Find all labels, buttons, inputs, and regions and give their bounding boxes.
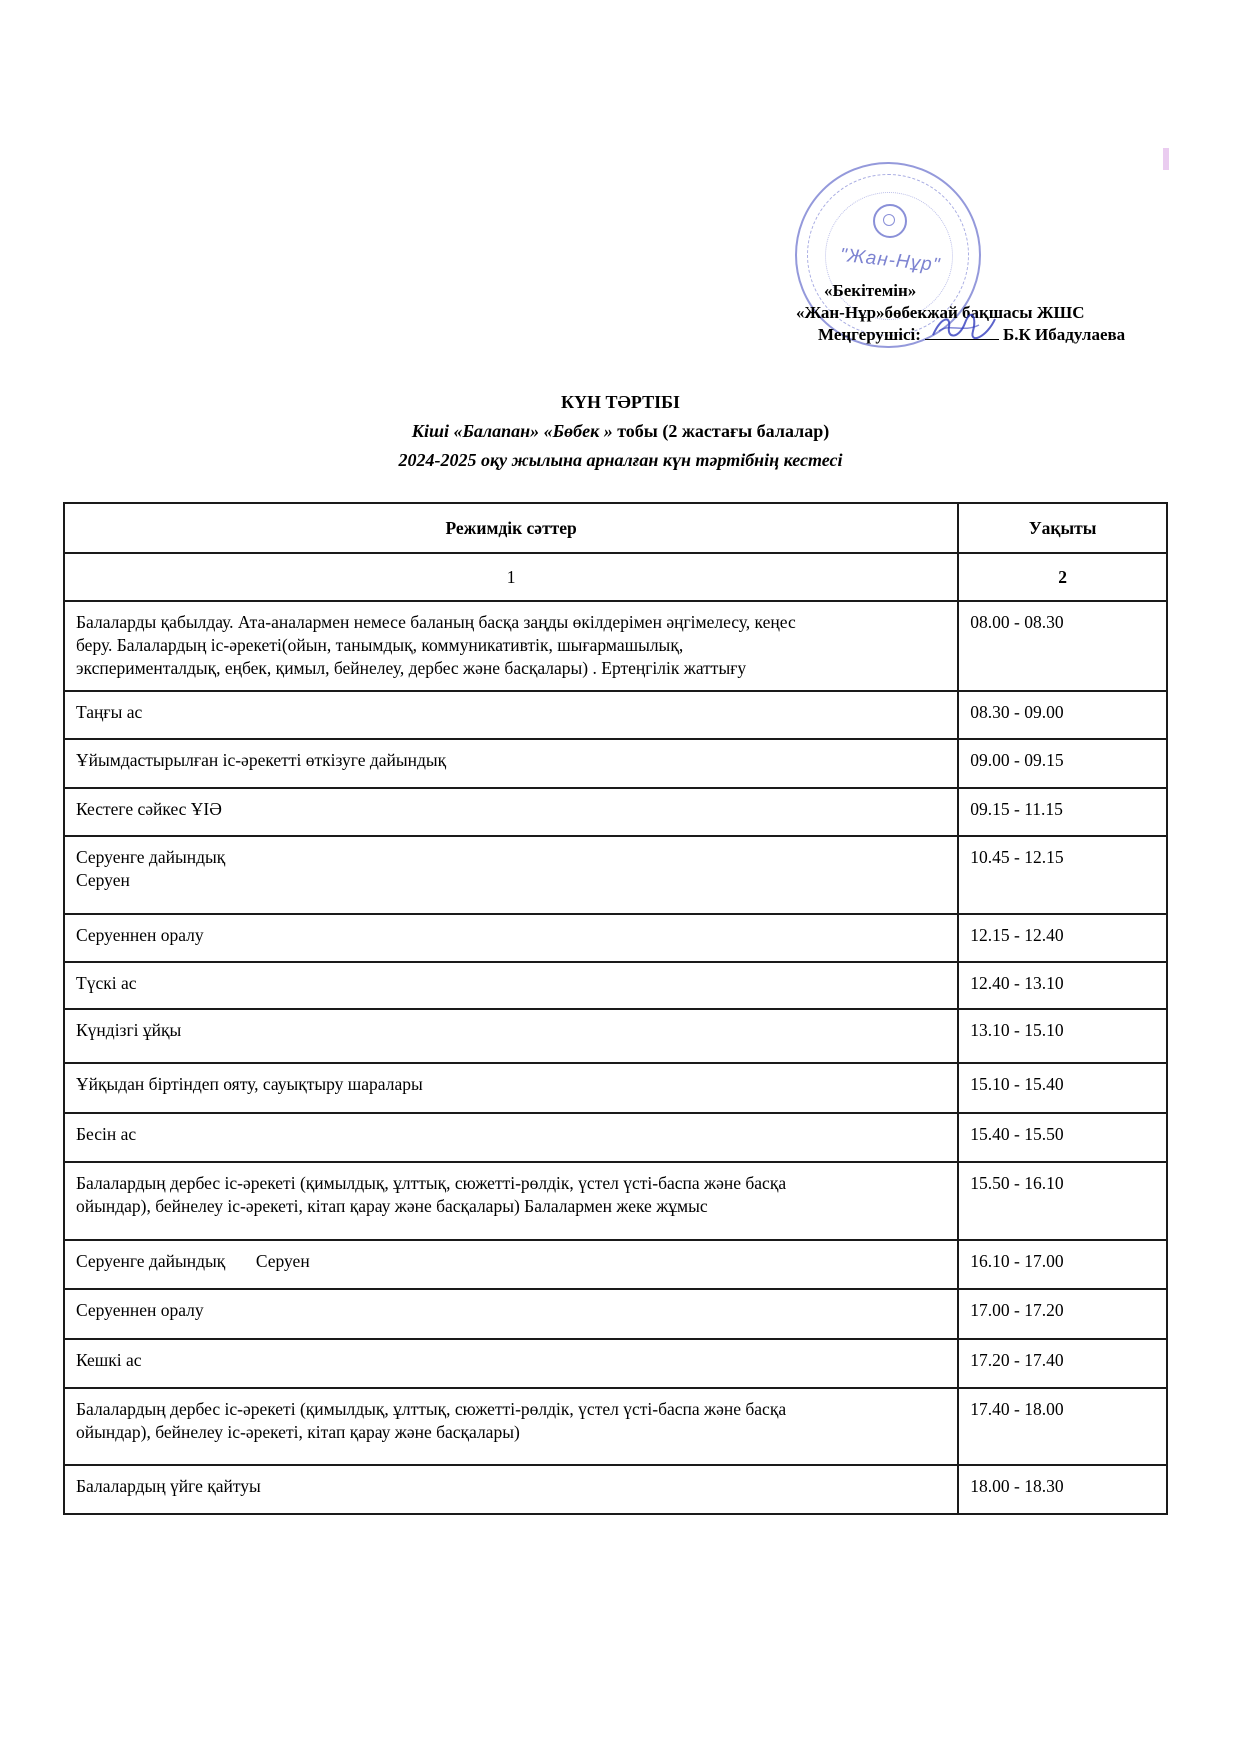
group-age: тобы (2 жастағы балалар)	[612, 421, 830, 441]
time-cell: 08.30 - 09.00	[958, 691, 1167, 739]
scan-mark	[1163, 148, 1169, 170]
activity-text: Серуен	[76, 870, 130, 890]
table-row	[64, 1009, 1167, 1063]
activity-cell	[64, 836, 958, 914]
time-cell: 09.15 - 11.15	[958, 788, 1167, 836]
activity-cell: Ұйымдастырылған іс-әрекетті өткізуге дайындық	[64, 739, 958, 788]
table-row	[64, 1113, 1167, 1162]
activity-cell	[64, 601, 958, 691]
group-subtitle	[0, 417, 1241, 446]
table-header-row	[64, 503, 1167, 553]
stamp-emblem-icon	[873, 204, 907, 238]
time-cell: 17.40 - 18.00	[958, 1388, 1167, 1465]
time-cell: 09.00 - 09.15	[958, 739, 1167, 788]
activity-cell: Кестеге сәйкес ҰІӘ	[64, 788, 958, 836]
column-number-2: 2	[958, 553, 1167, 601]
table-row	[64, 1063, 1167, 1113]
table-row	[64, 739, 1167, 788]
time-cell: 13.10 - 15.10	[958, 1009, 1167, 1063]
table-row	[64, 1289, 1167, 1339]
activity-cell: Серуенге дайындық Серуен	[64, 1240, 958, 1289]
time-cell: 17.20 - 17.40	[958, 1339, 1167, 1388]
table-row	[64, 962, 1167, 1009]
activity-text: экспериментaлдық, еңбек, қимыл, бейнелеу, дербес және басқалары) . Ертеңгілік жаттығу	[76, 658, 747, 678]
header-activities: Режимдік сәттер	[64, 503, 958, 553]
page-title: КҮН ТӘРТІБІ	[561, 392, 680, 412]
approval-signatory	[818, 324, 1125, 346]
approval-organization: «Жан-Нұр»бөбекжай бақшасы ЖШС	[796, 303, 1085, 322]
activity-text: Балалардың дербес іс-әрекеті (қимылдық, ұлттық, сюжетті-рөлдік, үстел үсті-баспа және басқа	[76, 1399, 787, 1419]
activity-cell: Күндізгі ұйқы	[64, 1009, 958, 1063]
time-cell: 12.15 - 12.40	[958, 914, 1167, 962]
activity-cell: Балалардың үйге қайтуы	[64, 1465, 958, 1514]
signature-line	[925, 325, 999, 340]
table-row	[64, 836, 1167, 914]
time-cell: 18.00 - 18.30	[958, 1465, 1167, 1514]
daily-schedule-table	[63, 502, 1168, 1515]
activity-text: беру. Балалардың іс-әрекеті(ойын, танымдық, коммуникативтік, шығармашылық,	[76, 635, 684, 655]
time-cell: 17.00 - 17.20	[958, 1289, 1167, 1339]
schedule-subtitle: 2024-2025 оқу жылына арналған күн тәртібнің кестесі	[398, 450, 843, 470]
table-row	[64, 601, 1167, 691]
group-name: Кіші «Балапан» «Бөбек »	[411, 421, 613, 441]
activity-text: Балалардың дербес іс-әрекеті (қимылдық, ұлттық, сюжетті-рөлдік, үстел үсті-баспа және басқа	[76, 1173, 787, 1193]
activity-cell: Бесін ас	[64, 1113, 958, 1162]
signatory-name: Б.К Ибадулаева	[1002, 325, 1126, 344]
column-number-row	[64, 553, 1167, 601]
activity-cell: Серуеннен оралу	[64, 914, 958, 962]
time-cell: 15.10 - 15.40	[958, 1063, 1167, 1113]
activity-cell: Кешкі ас	[64, 1339, 958, 1388]
approval-heading: «Бекітемін»	[824, 281, 917, 300]
activity-text: ойындар), бейнелеу іс-әрекеті, кітап қарау және басқалары)	[76, 1422, 520, 1442]
table-row	[64, 1240, 1167, 1289]
table-row	[64, 1465, 1167, 1514]
time-cell: 15.50 - 16.10	[958, 1162, 1167, 1240]
time-cell: 10.45 - 12.15	[958, 836, 1167, 914]
table-row	[64, 1388, 1167, 1465]
time-cell: 15.40 - 15.50	[958, 1113, 1167, 1162]
table-row	[64, 1162, 1167, 1240]
activity-cell	[64, 1162, 958, 1240]
time-cell: 08.00 - 08.30	[958, 601, 1167, 691]
activity-cell: Серуеннен оралу	[64, 1289, 958, 1339]
activity-text: ойындар), бейнелеу іс-әрекеті, кітап қарау және басқалары) Балалармен жеке жұмыс	[76, 1196, 708, 1216]
signature-icon	[929, 313, 999, 341]
activity-cell: Ұйқыдан біртіндеп ояту, сауықтыру шаралары	[64, 1063, 958, 1113]
table-row	[64, 788, 1167, 836]
activity-cell	[64, 1388, 958, 1465]
stamp-text: "Жан-Нұр"	[838, 244, 942, 277]
table-row	[64, 914, 1167, 962]
header-time: Уақыты	[958, 503, 1167, 553]
document-title-block	[0, 388, 1241, 475]
activity-text: Серуенге дайындық	[76, 847, 226, 867]
time-cell: 12.40 - 13.10	[958, 962, 1167, 1009]
column-number-1: 1	[64, 553, 958, 601]
table-row	[64, 1339, 1167, 1388]
signatory-label: Меңгерушісі:	[818, 325, 921, 344]
table-row	[64, 691, 1167, 739]
time-cell: 16.10 - 17.00	[958, 1240, 1167, 1289]
activity-text: Балаларды қабылдау. Ата-аналармен немесе баланың басқа заңды өкілдерімен әңгімелесу, кеңес	[76, 612, 796, 632]
activity-cell: Түскі ас	[64, 962, 958, 1009]
activity-cell: Таңғы ас	[64, 691, 958, 739]
